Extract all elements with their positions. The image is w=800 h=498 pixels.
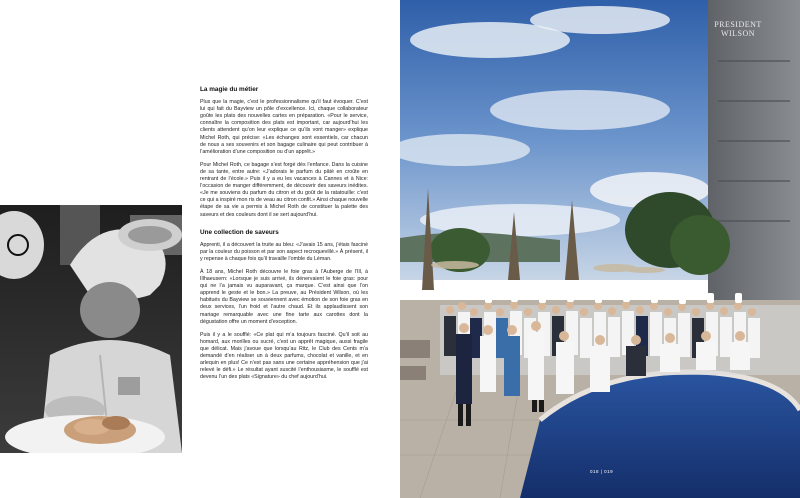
article-paragraph: À 18 ans, Michel Roth découvre le foie gras à l’Auberge de l’Ill, à Illhaeusern: «Lorsque je suis arrivé, ils dénervaient le foie gras: pour qui ne l’a jamais vu auparavant, ça marque. C’est ainsi que l’on apprend le geste et le bon.» La preuve, au Président Wilson, où les habitués du Bayview se souviennent avec émotion de son foie gras en deux services, l’un froid et l’autre chaud. Et ils applaudissent son mariage remarquable avec une fine tarte aux carottes dont la dégustation offre un moment d’exception. — [200, 268, 368, 325]
hotel-team-photo — [400, 0, 800, 498]
hotel-sign — [708, 20, 768, 38]
right-page — [400, 0, 800, 498]
article-paragraph: Plus que la magie, c’est le professionnalisme qu’il faut évoquer. C’est lui qui fait du Bayview un pôle d’excellence. Ici, chaque collaborateur goûte les plats des nouvelles cartes en préparation. «Pour le service, connaître la composition des plats est important, car aujourd’hui les clients attendent qu’on leur explique ce qu’ils vont manger» explique Michel Roth, qui précise: «Les échanges sont essentiels, car chacun de nous a ses souvenirs et son bagage culinaire qui peut contribuer à l’amélioration d’une composition ou d’un apprêt.» — [200, 99, 368, 155]
section-heading-collection: Une collection de saveurs — [200, 228, 279, 236]
article-text — [200, 86, 368, 387]
page-numbers: 018 | 019 — [590, 469, 614, 474]
chef-photo-illustration — [0, 205, 182, 453]
article-paragraph: Puis il y a le soufflé: «Ce plat qui m’a toujours fasciné. Qu’il soit au homard, aux morilles ou sucré, c’est un apprêt magique, aussi fragile que délicat. Mais j’avoue que lorsqu’au Ritz, le Club des Cents m’a demandé d’en réaliser un à deux parfums, chocolat et vanille, et en arlequin en plus! Ce n’est pas sans une certaine appréhension que j’ai relevé le défi.» Le résultat ayant suscité l’enthousiasme, le soufflé est devenu l’un des plats «Signature» du chef aujourd’hui. — [200, 331, 368, 381]
article-paragraph: Apprenti, il a découvert la truite au bleu: «J’avais 15 ans, j’étais fasciné par la couleur du poisson et par son aspect recroquevillé.» À présent, il y repense à chaque fois qu’il travaille l’omble du Léman. — [200, 241, 368, 262]
section-heading-magie: La magie du métier — [200, 86, 259, 93]
hotel-sign-line2: WILSON — [720, 29, 756, 38]
chef-photo — [0, 205, 182, 453]
hotel-sign-line1: PRESIDENT — [714, 20, 762, 29]
article-paragraph: Pour Michel Roth, ce bagage s’est forgé dès l’enfance. Dans la cuisine de sa tante, entre autre: «J’adorais le parfum du pâté en croûte en rentrant de l’école.» Puis il y a eu les vacances à Cannes et à Nice: l’occasion de manger différemment, de découvrir des saveurs inédites. «Je me souviens du parfum du citron et du goût de la ratatouille: c’est ce qui a inspiré mon ris de veau au citron confit.» Ainsi chaque nouvelle étape de sa vie a permis à Michel Roth de constituer la palette des saveurs et des couleurs dont il se sert aujourd’hui. — [200, 161, 368, 218]
